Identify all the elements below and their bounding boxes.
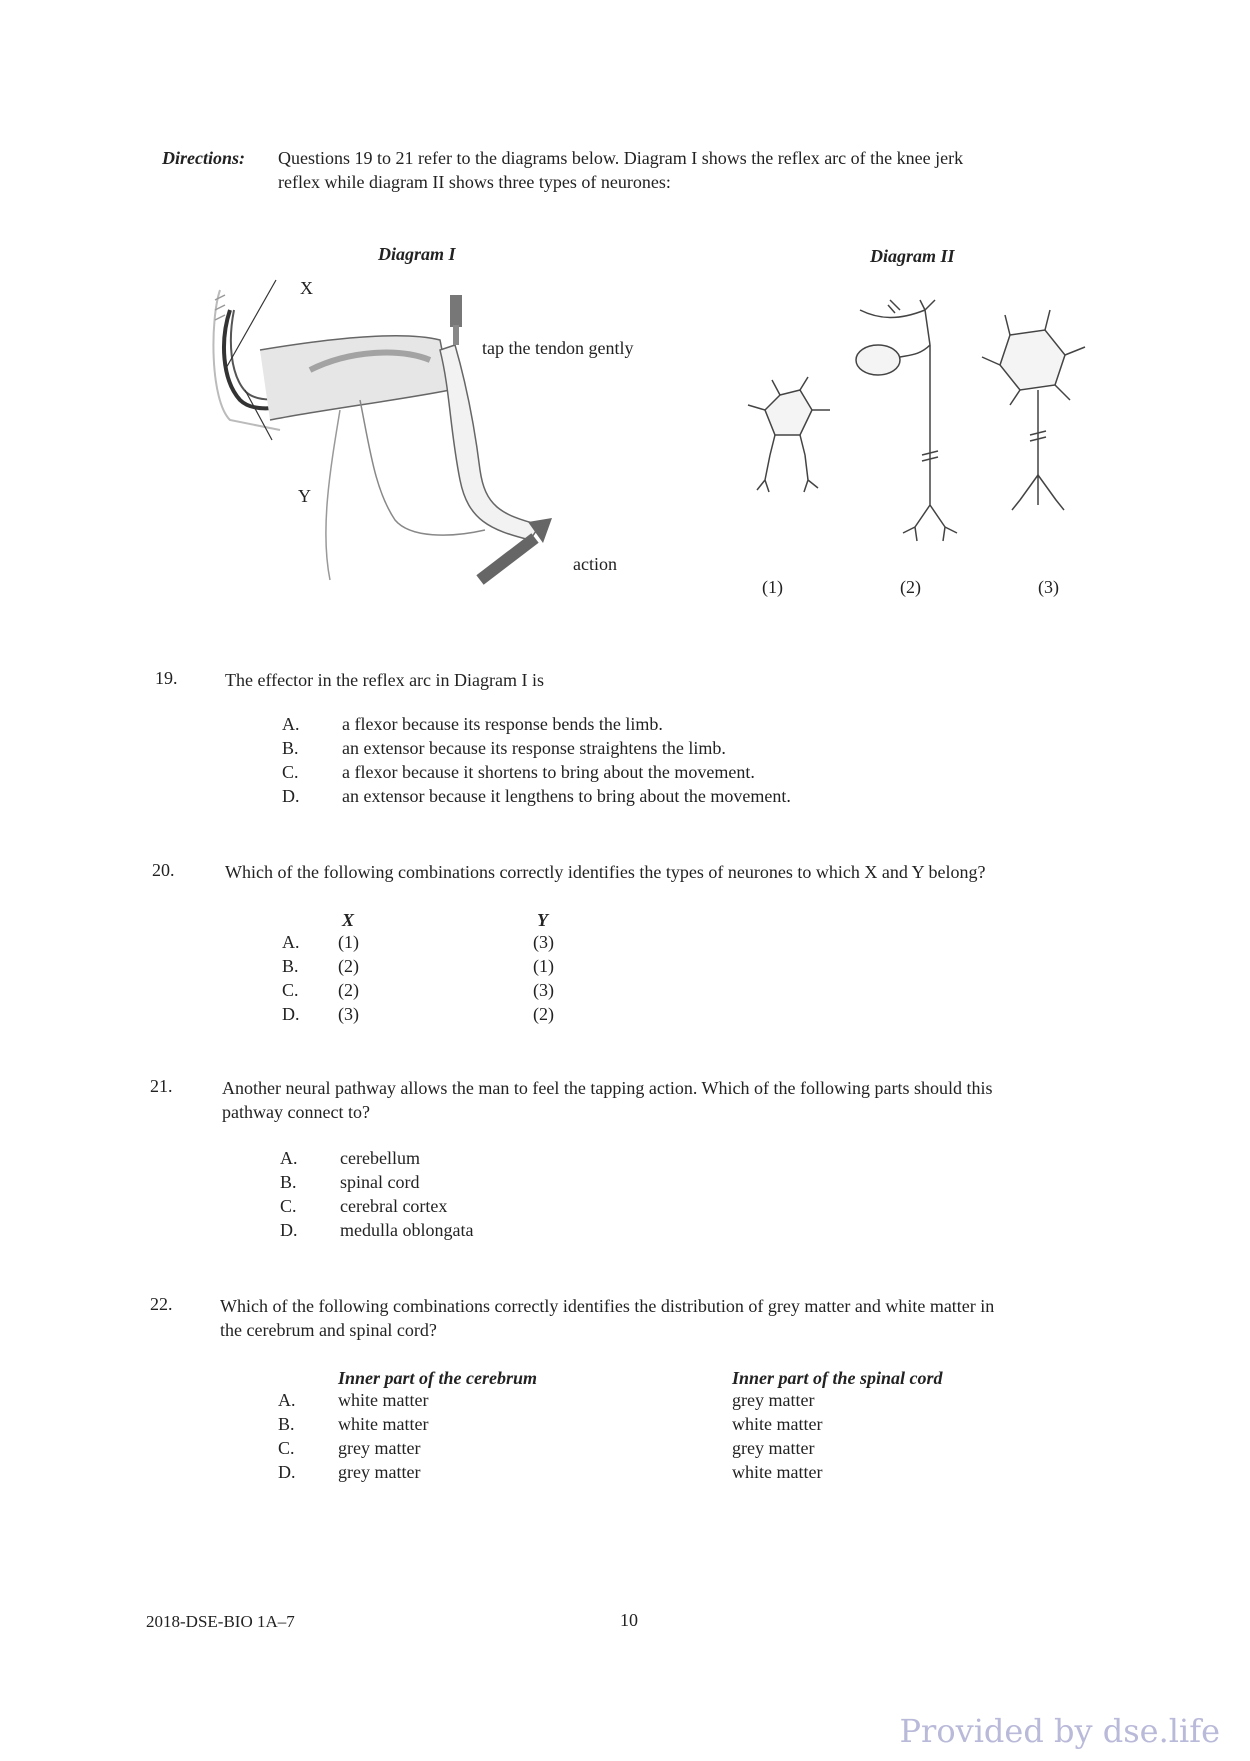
q22-row-d-letter: D. <box>278 1462 296 1482</box>
action-label: action <box>573 554 617 574</box>
q21-option-c-letter: C. <box>280 1196 297 1216</box>
q20-row-a-x: (1) <box>338 932 359 952</box>
diagram-2-title: Diagram II <box>870 246 955 266</box>
directions-label: Directions: <box>162 148 245 168</box>
q19-option-a-letter: A. <box>282 714 300 734</box>
q19-option-c: a flexor because it shortens to bring about the movement. <box>342 762 755 782</box>
footer-brand-watermark: Provided by dse.life <box>899 1712 1220 1750</box>
q20-row-a-letter: A. <box>282 932 300 952</box>
q22-row-b-letter: B. <box>278 1414 295 1434</box>
label-x: X <box>300 278 313 298</box>
q20-row-a-y: (3) <box>533 932 554 952</box>
q22-row-c-c1: grey matter <box>338 1438 421 1458</box>
q21-number: 21. <box>150 1076 173 1096</box>
q20-number: 20. <box>152 860 175 880</box>
q22-col-1: Inner part of the cerebrum <box>338 1368 538 1388</box>
q22-row-a-c2: grey matter <box>732 1390 815 1410</box>
q21-stem-line-2: pathway connect to? <box>222 1102 370 1122</box>
q21-option-d: medulla oblongata <box>340 1220 474 1240</box>
q22-row-a-c1: white matter <box>338 1390 429 1410</box>
q22-row-d-c1: grey matter <box>338 1462 421 1482</box>
q22-row-b-c2: white matter <box>732 1414 823 1434</box>
q21-option-d-letter: D. <box>280 1220 298 1240</box>
q19-option-d-letter: D. <box>282 786 300 806</box>
q19-option-b-letter: B. <box>282 738 299 758</box>
q20-stem: Which of the following combinations correctly identifies the types of neurones to which X and Y belong? <box>225 862 986 882</box>
q22-row-c-letter: C. <box>278 1438 295 1458</box>
q22-row-d-c2: white matter <box>732 1462 823 1482</box>
q22-number: 22. <box>150 1294 173 1314</box>
q20-row-b-x: (2) <box>338 956 359 976</box>
q21-stem-line-1: Another neural pathway allows the man to feel the tapping action. Which of the following parts should this <box>222 1078 993 1098</box>
q21-option-b-letter: B. <box>280 1172 297 1192</box>
neurone-diagrams <box>720 295 1120 565</box>
q20-col-y: Y <box>537 910 548 930</box>
neurone-label-2: (2) <box>900 577 921 597</box>
q20-row-d-x: (3) <box>338 1004 359 1024</box>
q20-row-c-y: (3) <box>533 980 554 1000</box>
q22-col-2: Inner part of the spinal cord <box>732 1368 943 1388</box>
tap-label: tap the tendon gently <box>482 338 634 358</box>
q21-option-a-letter: A. <box>280 1148 298 1168</box>
q19-option-b: an extensor because its response straightens the limb. <box>342 738 726 758</box>
footer-paper-code: 2018-DSE-BIO 1A–7 <box>146 1612 295 1631</box>
label-y: Y <box>298 486 311 506</box>
q21-option-a: cerebellum <box>340 1148 420 1168</box>
q22-row-b-c1: white matter <box>338 1414 429 1434</box>
q19-option-c-letter: C. <box>282 762 299 782</box>
q19-option-a: a flexor because its response bends the limb. <box>342 714 663 734</box>
q20-row-c-x: (2) <box>338 980 359 1000</box>
neurone-label-3: (3) <box>1038 577 1059 597</box>
q20-row-c-letter: C. <box>282 980 299 1000</box>
q22-stem-line-2: the cerebrum and spinal cord? <box>220 1320 437 1340</box>
q21-option-c: cerebral cortex <box>340 1196 448 1216</box>
q19-option-d: an extensor because it lengthens to bring about the movement. <box>342 786 791 806</box>
q19-number: 19. <box>155 668 178 688</box>
q20-col-x: X <box>342 910 355 930</box>
q20-row-b-letter: B. <box>282 956 299 976</box>
q19-stem: The effector in the reflex arc in Diagram I is <box>225 670 545 690</box>
neurone-label-1: (1) <box>762 577 783 597</box>
q22-row-a-letter: A. <box>278 1390 296 1410</box>
directions-line-2: reflex while diagram II shows three types of neurones: <box>278 172 671 192</box>
q22-stem-line-1: Which of the following combinations correctly identifies the distribution of grey matter and white matter in <box>220 1296 995 1316</box>
footer-page-number: 10 <box>620 1610 638 1630</box>
q20-row-b-y: (1) <box>533 956 554 976</box>
q22-row-c-c2: grey matter <box>732 1438 815 1458</box>
diagram-1-title: Diagram I <box>378 244 456 264</box>
directions-line-1: Questions 19 to 21 refer to the diagrams below. Diagram I shows the reflex arc of the knee jerk <box>278 148 964 168</box>
q20-row-d-letter: D. <box>282 1004 300 1024</box>
q21-option-b: spinal cord <box>340 1172 420 1192</box>
q20-row-d-y: (2) <box>533 1004 554 1024</box>
